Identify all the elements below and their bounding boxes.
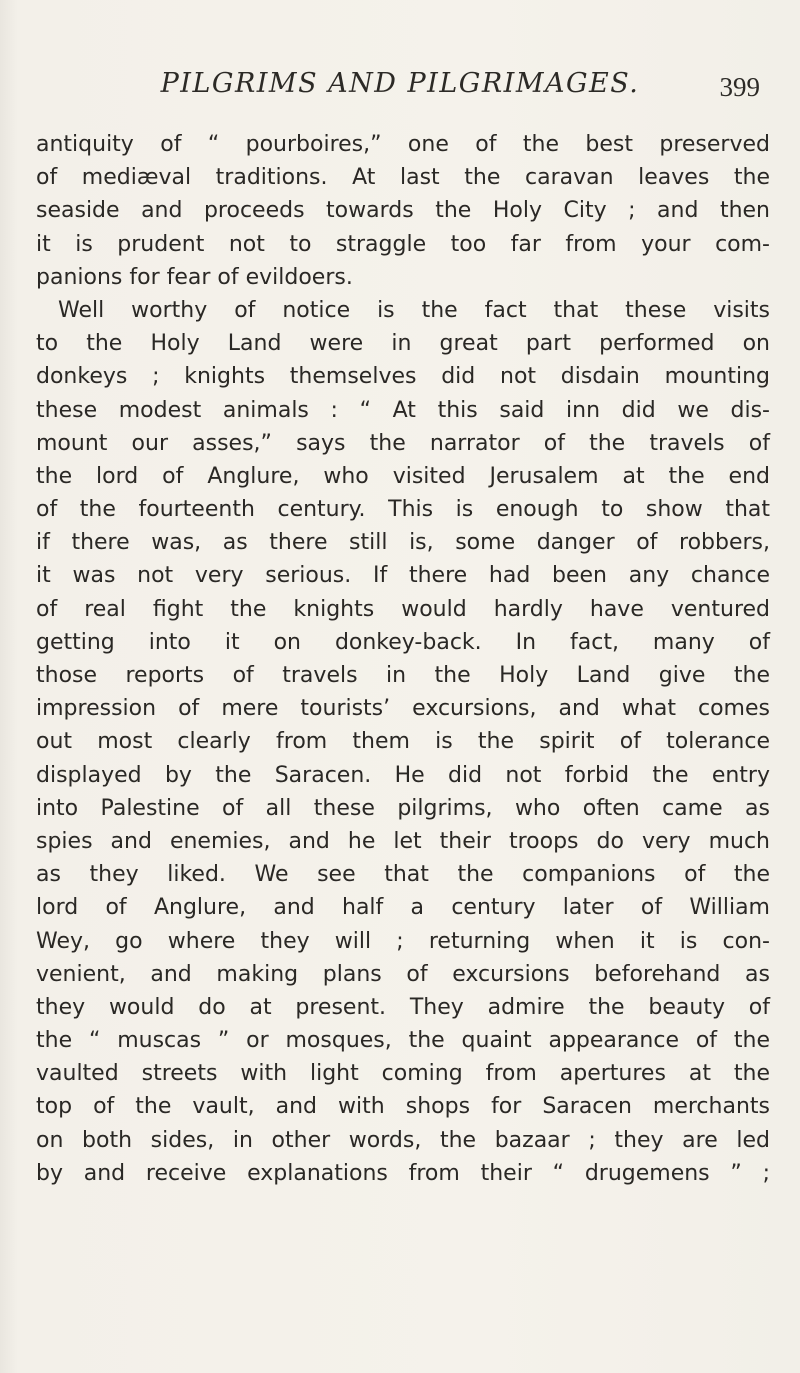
text-line: panions for fear of evildoers.: [36, 264, 353, 290]
text-line: top of the vault, and with shops for Saracen merchants: [36, 1094, 770, 1120]
text-line: of the fourteenth century. This is enough to show that: [36, 497, 770, 523]
text-line: the lord of Anglure, who visited Jerusalem at the end: [36, 463, 770, 489]
body-text: [36, 128, 770, 1190]
text-line: if there was, as there still is, some danger of robbers,: [36, 530, 770, 556]
text-line: Wey, go where they will ; returning when it is con-: [36, 928, 770, 954]
text-line: it was not very serious. If there had been any chance: [36, 563, 770, 589]
text-line: displayed by the Saracen. He did not forbid the entry: [36, 762, 770, 788]
text-line: into Palestine of all these pilgrims, who often came as: [36, 795, 770, 821]
text-line: lord of Anglure, and half a century later of William: [36, 895, 770, 921]
text-line: out most clearly from them is the spirit of tolerance: [36, 729, 770, 755]
text-line: the “ muscas ” or mosques, the quaint appearance of the: [36, 1028, 770, 1054]
text-line: as they liked. We see that the companions of the: [36, 862, 770, 888]
text-line: spies and enemies, and he let their troops do very much: [36, 828, 770, 854]
text-line: venient, and making plans of excursions beforehand as: [36, 961, 770, 987]
text-line: of mediæval traditions. At last the caravan leaves the: [36, 165, 770, 191]
text-line: on both sides, in other words, the bazaar ; they are led: [36, 1127, 770, 1153]
text-line: these modest animals : “ At this said inn did we dis-: [36, 397, 770, 423]
text-line: of real fight the knights would hardly have ventured: [36, 596, 770, 622]
running-head: [0, 68, 800, 108]
text-line: it is prudent not to straggle too far from your com-: [36, 231, 770, 257]
text-line: Well worthy of notice is the fact that these visits: [58, 297, 770, 323]
text-line: vaulted streets with light coming from apertures at the: [36, 1061, 770, 1087]
text-line: impression of mere tourists’ excursions, and what comes: [36, 696, 770, 722]
text-line: seaside and proceeds towards the Holy City ; and then: [36, 198, 770, 224]
text-line: they would do at present. They admire the beauty of: [36, 994, 770, 1020]
text-line: getting into it on donkey-back. In fact, many of: [36, 629, 770, 655]
text-line: mount our asses,” says the narrator of the travels of: [36, 430, 770, 456]
text-line: by and receive explanations from their “ drugemens ” ;: [36, 1160, 770, 1186]
text-line: to the Holy Land were in great part performed on: [36, 331, 770, 357]
text-line: donkeys ; knights themselves did not disdain mounting: [36, 364, 770, 390]
text-line: those reports of travels in the Holy Land give the: [36, 663, 770, 688]
text-line: antiquity of “ pourboires,” one of the best preserved: [36, 132, 770, 157]
running-title: PILGRIMS AND PILGRIMAGES.: [160, 68, 640, 99]
page-number: 399: [719, 72, 760, 102]
